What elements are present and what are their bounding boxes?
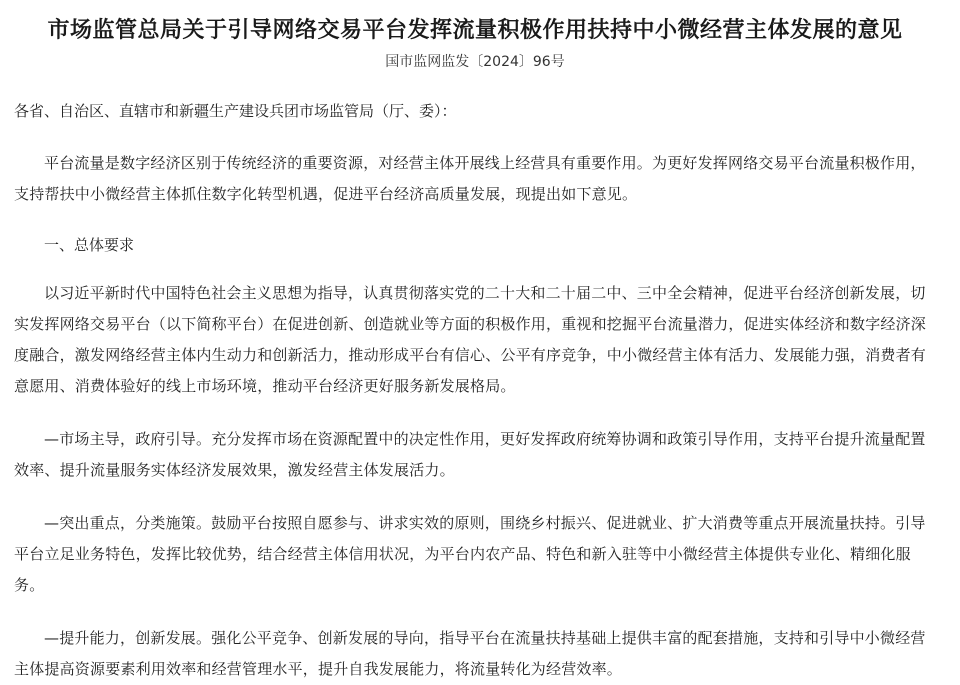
principle-market-led: —市场主导，政府引导。充分发挥市场在资源配置中的决定性作用，更好发挥政府统筹协调和政策引导作用，支持平台提升流量配置效率、提升流量服务实体经济发展效果，激发经营主体发展活力。 xyxy=(14,430,926,479)
principle-focus-key-areas: —突出重点，分类施策。鼓励平台按照自愿参与、讲求实效的原则，围绕乡村振兴、促进就业、扩大消费等重点开展流量扶持。引导平台立足业务特色，发挥比较优势，结合经营主体信用状况，为平台内农产品、特色和新入驻等中小微经营主体提供专业化、精细化服务。 xyxy=(14,514,926,594)
principle-capacity-innovation: —提升能力，创新发展。强化公平竞争、创新发展的导向，指导平台在流量扶持基础上提供丰富的配套措施，支持和引导中小微经营主体提高资源要素利用效率和经营管理水平，提升自我发展能力，将流量转化为经营效率。 xyxy=(14,629,926,678)
section-body-paragraph: 以习近平新时代中国特色社会主义思想为指导，认真贯彻落实党的二十大和二十届二中、三中全会精神，促进平台经济创新发展，切实发挥网络交易平台（以下简称平台）在促进创新、创造就业等方面的积极作用，重视和挖掘平台流量潜力，促进实体经济和数字经济深度融合，激发网络经营主体内生动力和创新活力，推动形成平台有信心、公平有序竞争，中小微经营主体有活力、发展能力强，消费者有意愿用、消费体验好的线上市场环境，推动平台经济更好服务新发展格局。 xyxy=(14,284,927,395)
section-heading-general-requirements: 一、总体要求 xyxy=(44,236,135,254)
document-number: 国市监网监发〔2024〕96号 xyxy=(385,54,565,70)
document-title: 市场监管总局关于引导网络交易平台发挥流量积极作用扶持中小微经营主体发展的意见 xyxy=(47,18,903,43)
salutation: 各省、自治区、直辖市和新疆生产建设兵团市场监管局（厅、委）： xyxy=(14,102,457,120)
intro-paragraph: 平台流量是数字经济区别于传统经济的重要资源，对经营主体开展线上经营具有重要作用。为更好发挥网络交易平台流量积极作用，支持帮扶中小微经营主体抓住数字化转型机遇，促进平台经济高质量发展，现提出如下意见。 xyxy=(14,154,926,203)
